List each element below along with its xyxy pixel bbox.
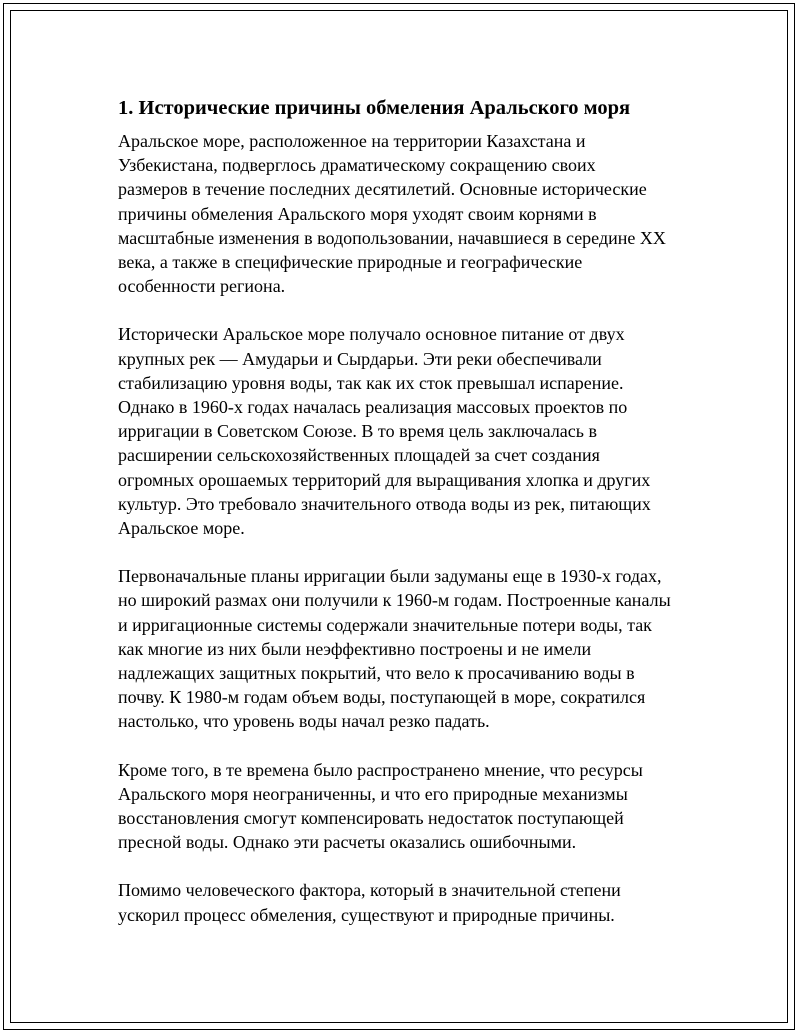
text-line: культур. Это требовало значительного отвода воды из рек, питающих [118,493,651,514]
text-line: Аральского моря неограниченны, и что его природные механизмы [118,783,628,804]
text-line: масштабные изменения в водопользовании, начавшиеся в середине XX [118,227,666,248]
text-line: почву. К 1980-м годам объем воды, поступающей в море, сократился [118,687,646,708]
text-line: но широкий размах они получили к 1960-м годам. Построенные каналы [118,590,671,611]
section-heading: 1. Исторические причины обмеления Аральского моря [118,97,631,119]
text-line: пресной воды. Однако эти расчеты оказались ошибочными. [118,832,577,853]
text-line: надлежащих защитных покрытий, что вело к просачиванию воды в [118,663,635,684]
text-line: Однако в 1960-х годах началась реализация массовых проектов по [118,397,628,418]
document-body [118,95,698,951]
paragraph-2 [118,322,698,540]
text-line: Узбекистана, подверглось драматическому сокращению своих [118,155,596,176]
text-line: размеров в течение последних десятилетий. Основные исторические [118,179,647,200]
text-line: стабилизацию уровня воды, так как их сток превышал испарение. [118,372,624,393]
paragraph-1 [118,129,698,298]
text-line: как многие из них были неэффективно построены и не имели [118,638,592,659]
text-line: Аральское море. [118,518,245,539]
text-line: и ирригационные системы содержали значительные потери воды, так [118,614,652,635]
text-line: особенности региона. [118,276,286,297]
text-line: Исторически Аральское море получало основное питание от двух [118,324,625,345]
paragraph-5 [118,878,698,926]
text-line: огромных орошаемых территорий для выращивания хлопка и других [118,469,651,490]
paragraph-4 [118,758,698,855]
text-line: восстановления смогут компенсировать недостаток поступающей [118,808,624,829]
paragraph-3 [118,564,698,733]
text-line: Помимо человеческого фактора, который в значительной степени [118,880,621,901]
text-line: ускорил процесс обмеления, существуют и природные причины. [118,904,615,925]
text-line: расширении сельскохозяйственных площадей за счет создания [118,445,600,466]
text-line: Кроме того, в те времена было распространено мнение, что ресурсы [118,759,643,780]
text-line: века, а также в специфические природные и географические [118,252,583,273]
text-line: крупных рек — Амударьи и Сырдарьи. Эти реки обеспечивали [118,348,602,369]
text-line: настолько, что уровень воды начал резко падать. [118,711,490,732]
text-line: причины обмеления Аральского моря уходят своим корнями в [118,203,597,224]
text-line: Первоначальные планы ирригации были задуманы еще в 1930-х годах, [118,566,662,587]
text-line: Аральское море, расположенное на территории Казахстана и [118,131,586,151]
text-line: ирригации в Советском Союзе. В то время цель заключалась в [118,421,597,442]
